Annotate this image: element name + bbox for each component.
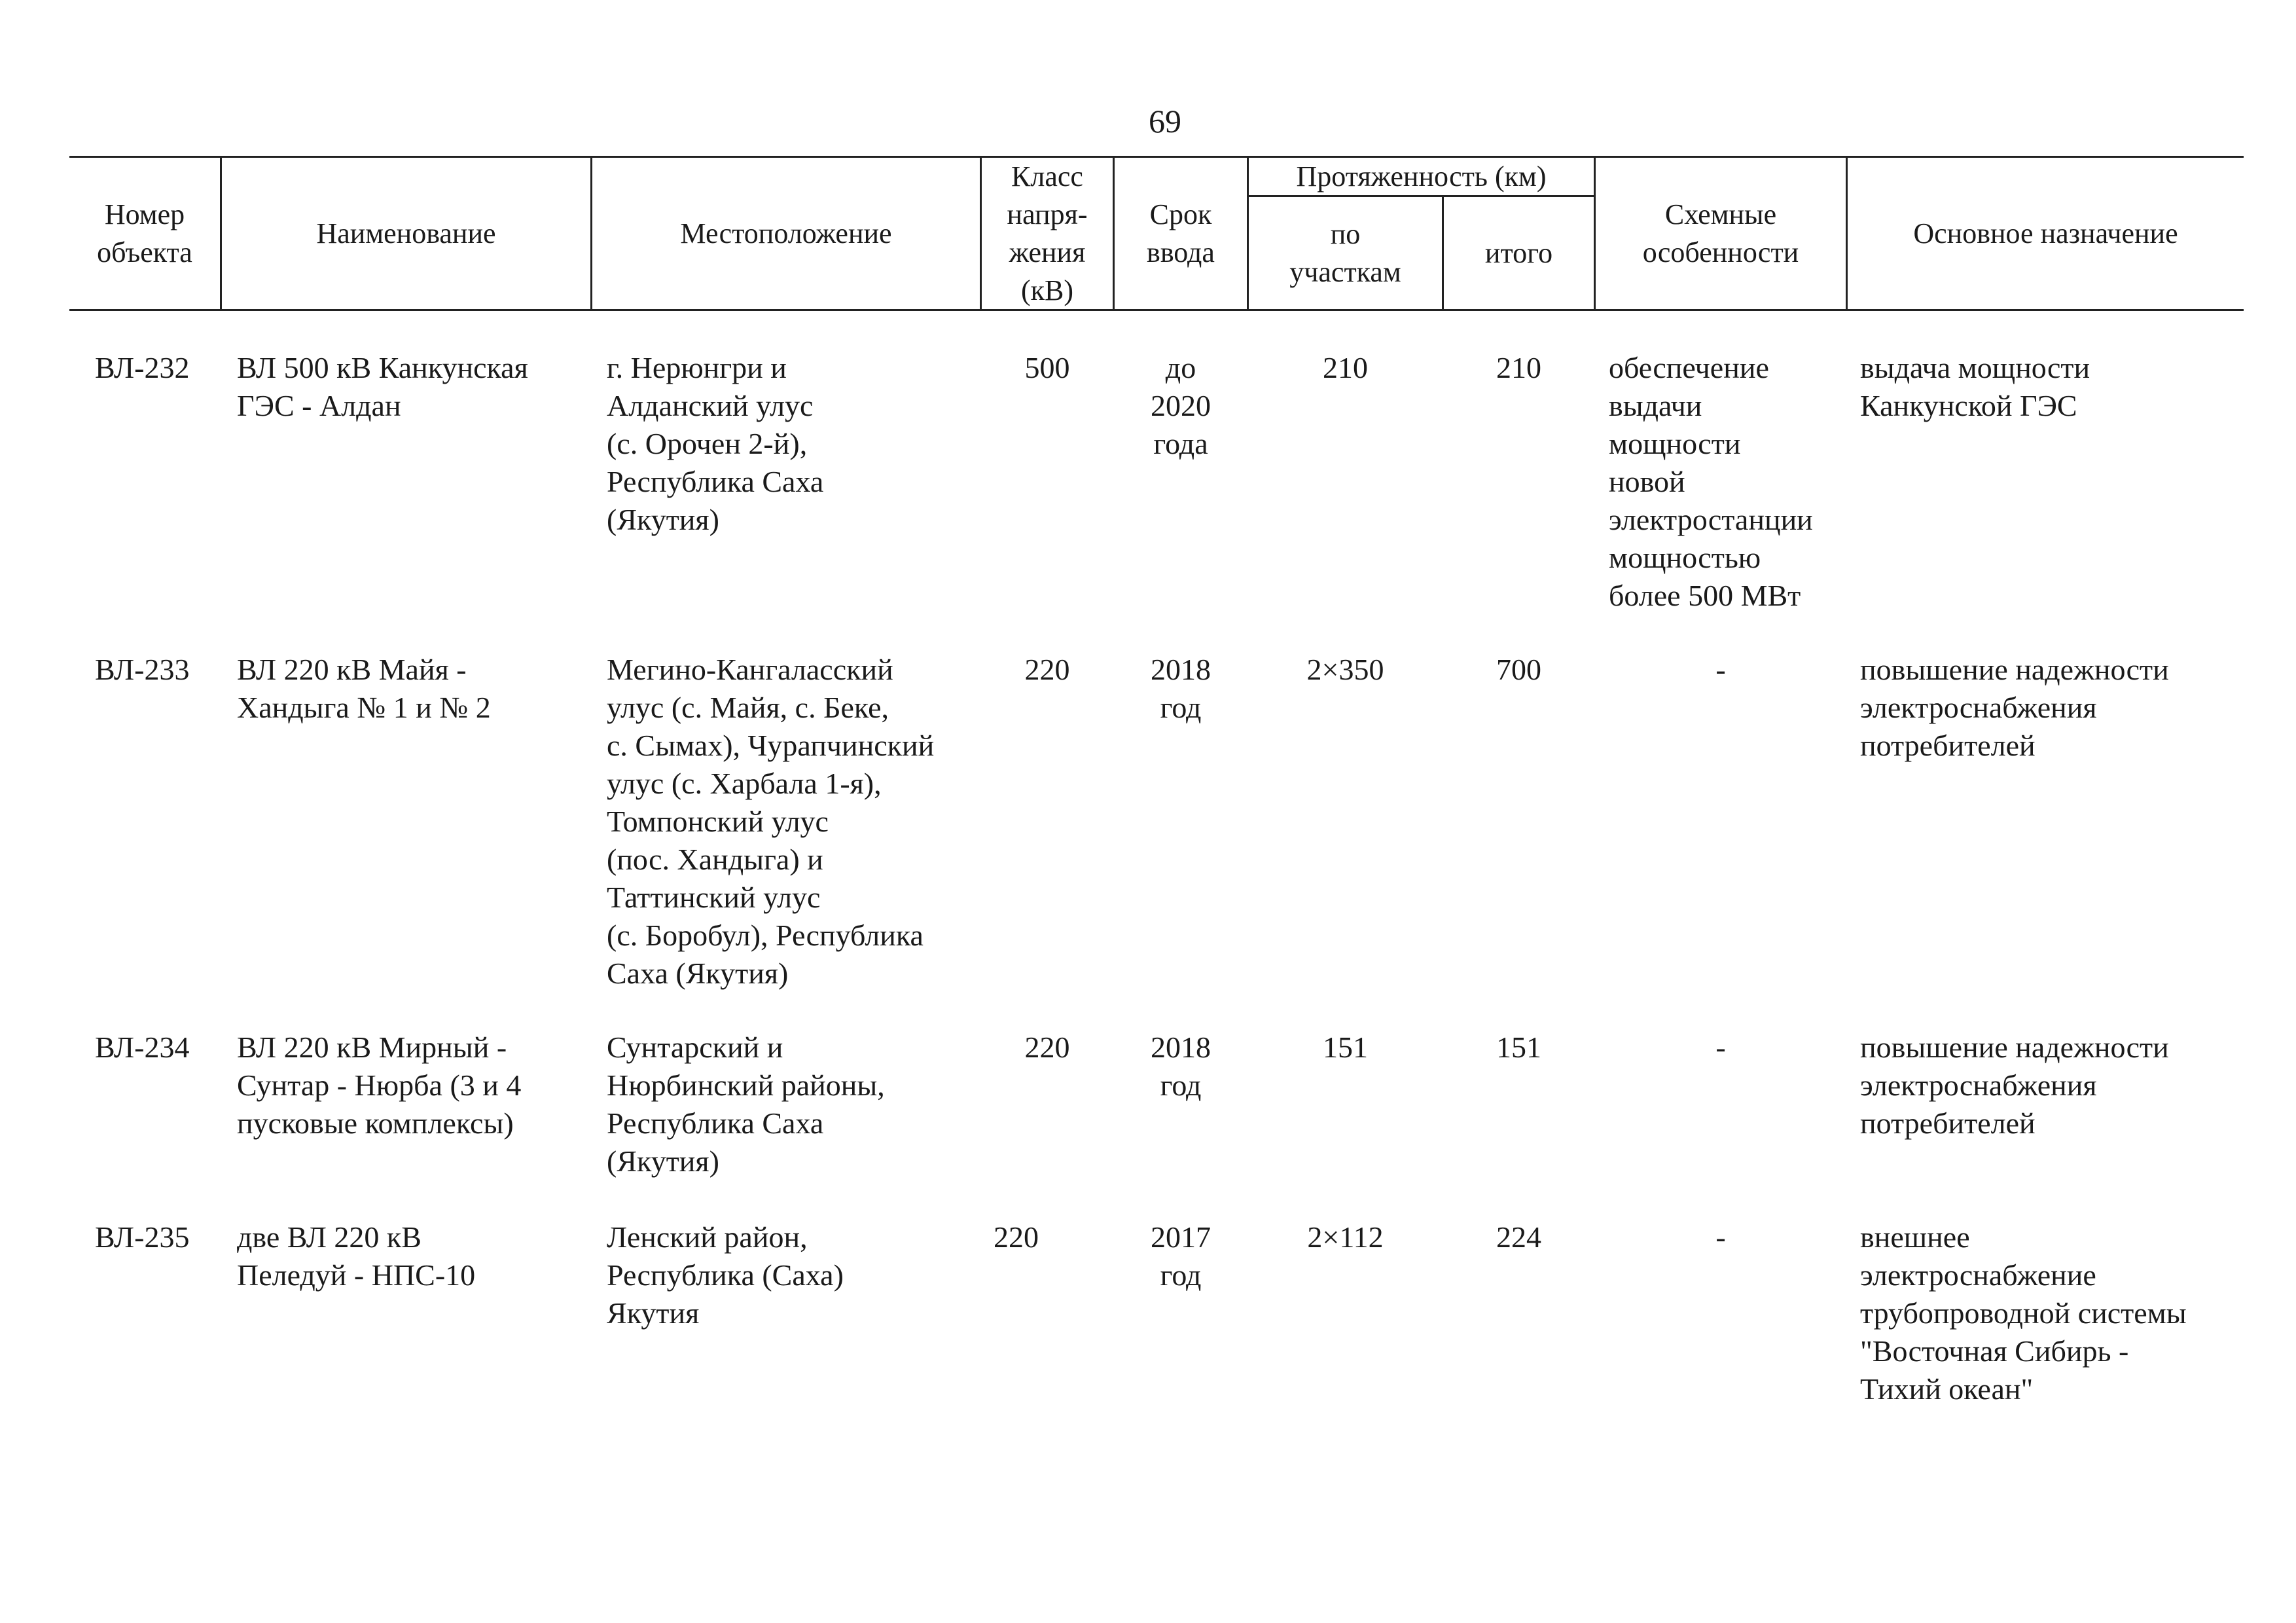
row-length-sections: 2×112 [1307,1220,1384,1254]
row-number: ВЛ-235 [95,1220,190,1254]
header-name: Наименование [316,217,496,249]
header-length-group: Протяженность (км) [1296,160,1547,192]
row-location: г. Нерюнгри и Алданский улус (с. Орочен 2-й), Республика Саха (Якутия) [607,351,824,536]
row-length-total: 210 [1496,351,1541,384]
page-number: 69 [1149,103,1181,139]
header-features: Схемные особенности [1642,198,1799,268]
header-number: Номер объекта [97,198,192,268]
row-number: ВЛ-234 [95,1030,190,1064]
row-purpose: выдача мощности Канкунской ГЭС [1860,351,2090,422]
header-term: Срок ввода [1147,198,1215,268]
row-term: 2018 год [1151,1030,1211,1102]
row-length-sections: 210 [1323,351,1368,384]
row-name: две ВЛ 220 кВ Пеледуй - НПС-10 [237,1220,476,1292]
header-bottom-rule [69,309,2244,311]
row-features: - [1715,653,1726,686]
row-name: ВЛ 220 кВ Майя - Хандыга № 1 и № 2 [237,653,491,724]
row-voltage: 220 [1024,1030,1070,1064]
row-purpose: повышение надежности электроснабжения потребителей [1860,1030,2169,1140]
header-length-sections: по участкам [1289,217,1401,288]
row-length-total: 700 [1496,653,1541,686]
row-voltage: 220 [994,1220,1039,1254]
row-purpose: повышение надежности электроснабжения потребителей [1860,653,2169,762]
header-voltage: Класс напря-жения (кВ) [1007,160,1088,306]
row-length-sections: 2×350 [1306,653,1384,686]
header-purpose: Основное назначение [1913,217,2178,249]
row-purpose: внешнее электроснабжение трубопроводной системы "Восточная Сибирь - Тихий океан" [1860,1220,2187,1406]
header-length-total: итого [1484,236,1553,269]
row-length-sections: 151 [1323,1030,1368,1064]
row-term: до 2020 года [1151,351,1211,460]
row-number: ВЛ-233 [95,653,190,686]
header-location: Местоположение [680,217,892,249]
row-number: ВЛ-232 [95,351,190,384]
row-term: 2017 год [1151,1220,1211,1292]
row-voltage: 500 [1024,351,1070,384]
row-term: 2018 год [1151,653,1211,724]
row-location: Сунтарский и Нюрбинский районы, Республика Саха (Якутия) [607,1030,885,1178]
row-location: Мегино-Кангаласский улус (с. Майя, с. Беке, с. Сымах), Чурапчинский улус (с. Харбала 1-я), Томпонский улус (пос. Хандыга) и Таттинский улус (с. Боробул), Республика Саха (Якутия) [607,653,935,990]
row-features: - [1715,1030,1726,1064]
row-name: ВЛ 500 кВ Канкунская ГЭС - Алдан [237,351,528,422]
row-features: обеспечение выдачи мощности новой электростанции мощностью более 500 МВт [1609,351,1813,612]
row-length-total: 224 [1496,1220,1541,1254]
row-location: Ленский район, Республика (Саха) Якутия [607,1220,844,1330]
row-voltage: 220 [1024,653,1070,686]
row-length-total: 151 [1496,1030,1541,1064]
row-name: ВЛ 220 кВ Мирный - Сунтар - Нюрба (3 и 4 пусковые комплексы) [237,1030,522,1140]
row-features: - [1715,1220,1726,1254]
